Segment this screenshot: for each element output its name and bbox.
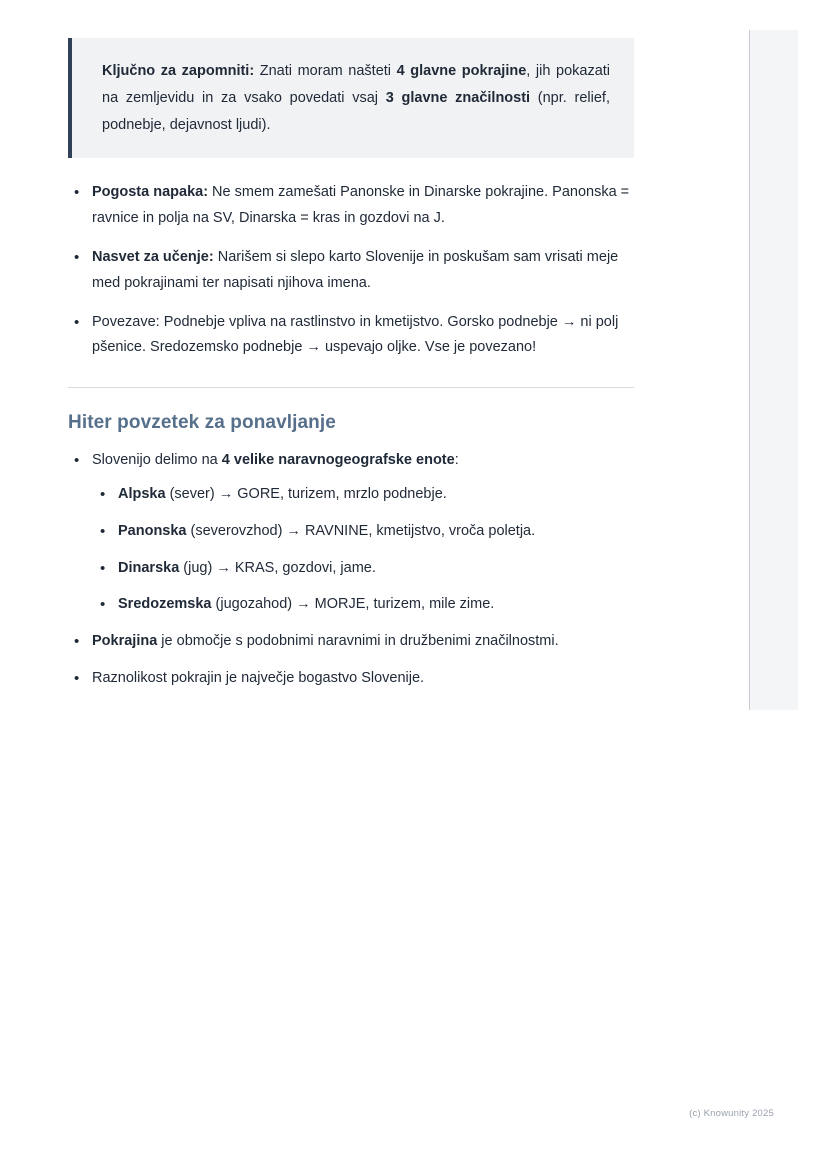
summary-list xyxy=(68,448,638,690)
list-item xyxy=(68,448,638,617)
region-detail: (jugozahod) → MORJE, turizem, mile zime. xyxy=(211,596,495,613)
note-text: Narišem si slepo karto Slovenije in poskušam sam vrisati meje med pokrajinami ter napisati njihova imena. xyxy=(92,249,619,291)
region-name: Alpska xyxy=(118,486,166,503)
callout-text-3: , jih pokazati na zemljevidu in za vsako povedati vsaj xyxy=(102,63,611,106)
region-name: Dinarska xyxy=(118,559,180,576)
note-text: Ne smem zamešati Panonske in Dinarske pokrajine. Panonska = ravnice in polja na SV, Dinarska = kras in gozdovi na J. xyxy=(92,184,630,226)
closing-lead: Pokrajina xyxy=(92,632,158,649)
callout-paragraph xyxy=(102,58,610,138)
region-name: Sredozemska xyxy=(118,596,212,613)
callout-text-2: 4 glavne pokrajine xyxy=(396,63,527,79)
callout-text-5: (npr. relief, podnebje, dejavnost ljudi). xyxy=(102,89,610,133)
list-item xyxy=(68,180,638,231)
region-detail: (severovzhod) → RAVNINE, kmetijstvo, vroča poletja. xyxy=(186,522,536,539)
region-name: Panonska xyxy=(118,522,187,539)
scrollbar-rail[interactable] xyxy=(749,30,798,710)
list-item xyxy=(92,556,638,581)
key-takeaway-callout xyxy=(68,38,634,158)
note-lead: Pogosta napaka: xyxy=(92,184,209,201)
region-detail: (jug) → KRAS, gozdovi, jame. xyxy=(179,559,376,576)
note-lead: Nasvet za učenje: xyxy=(92,249,214,266)
callout-text-1: Znati moram našteti xyxy=(254,63,397,79)
list-item xyxy=(68,245,638,296)
notes-list xyxy=(68,180,638,360)
regions-sublist xyxy=(92,482,638,617)
list-item xyxy=(92,519,638,544)
list-item xyxy=(92,482,638,507)
region-detail: (sever) → GORE, turizem, mrzlo podnebje. xyxy=(165,486,447,503)
footer-copyright: (c) Knowunity 2025 xyxy=(689,1108,774,1119)
page-title: Hiter povzetek za ponavljanje xyxy=(68,411,336,433)
closing-text: je območje s podobnimi naravnimi in družbenimi značilnostmi. xyxy=(157,632,559,649)
summary-intro-tail: : xyxy=(454,451,459,468)
closing-text: Raznolikost pokrajin je največje bogastvo Slovenije. xyxy=(92,669,425,686)
list-item xyxy=(92,592,638,617)
list-item xyxy=(68,666,638,691)
summary-intro-bold: 4 velike naravnogeografske enote xyxy=(221,451,455,468)
document-content xyxy=(68,38,638,702)
summary-intro-plain: Slovenijo delimo na xyxy=(92,451,222,468)
callout-text-4: 3 glavne značilnosti xyxy=(385,89,531,106)
callout-label: Ključno za zapomniti: xyxy=(102,63,255,79)
section-divider xyxy=(68,387,634,388)
list-item xyxy=(68,629,638,654)
list-item xyxy=(68,310,638,361)
note-text: Povezave: Podnebje vpliva na rastlinstvo in kmetijstvo. Gorsko podnebje → ni polj pšenice. Sredozemsko podnebje → uspevajo oljke. Vse je povezano! xyxy=(92,313,619,356)
